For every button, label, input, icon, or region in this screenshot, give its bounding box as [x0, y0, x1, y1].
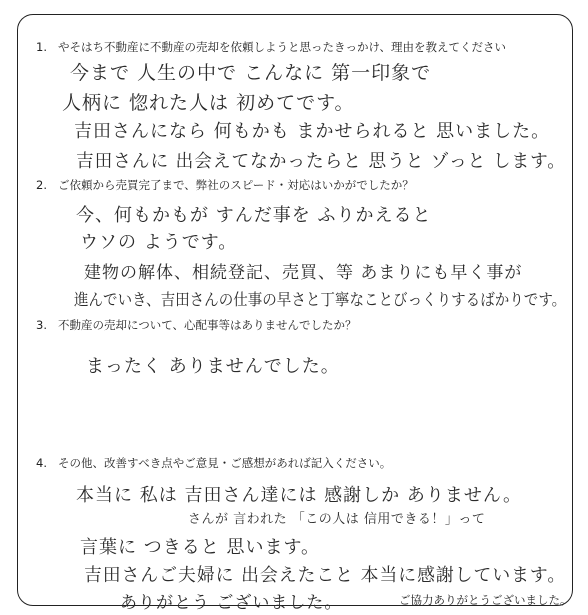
question-4-text: その他、改善すべき点やご意見・ご感想があれば記入ください。 — [58, 456, 392, 470]
question-1-number: 1. — [36, 40, 47, 54]
answer-4-line-4: 吉田さんご夫婦に 出会えたこと 本当に感謝しています。 — [84, 565, 567, 586]
question-2-text: ご依頼から売買完了まで、弊社のスピード・対応はいかがでしたか？ — [58, 178, 414, 192]
answer-1-line-2: 人柄に 惚れた人は 初めてです。 — [62, 92, 355, 114]
question-3 — [36, 318, 357, 332]
footer-thanks: ご協力ありがとうございました。 — [399, 593, 572, 607]
answer-2-line-2: ウソの ようです。 — [80, 232, 238, 253]
answer-4-line-3: 言葉に つきると 思います。 — [80, 537, 321, 558]
answer-1-line-3: 吉田さんになら 何もかも まかせられると 思いました。 — [74, 121, 551, 142]
answer-2-line-3: 建物の解体、相続登記、売買、等 あまりにも早く事が — [84, 263, 523, 283]
question-1 — [36, 40, 506, 54]
question-2-number: 2. — [36, 178, 47, 192]
answer-1-line-4: 吉田さんに 出会えてなかったらと 思うと ゾっと します。 — [76, 151, 566, 172]
question-3-number: 3. — [36, 318, 47, 332]
answer-4-line-2: さんが 言われた 「この人は 信用できる！」って — [188, 512, 486, 527]
answer-2-line-4: 進んでいき、吉田さんの仕事の早さと丁寧なことびっくりするばかりです。 — [74, 290, 567, 309]
question-1-text: やそはち不動産に不動産の売却を依頼しようと思ったきっかけ、理由を教えてください — [58, 40, 507, 54]
answer-4-line-1: 本当に 私は 吉田さん達には 感謝しか ありません。 — [76, 485, 522, 506]
answer-4-line-5: ありがとう ございました。 — [120, 593, 343, 613]
answer-2-line-1: 今、何もかもが すんだ事を ふりかえると — [76, 205, 432, 226]
question-4-number: 4. — [36, 456, 47, 470]
question-4 — [36, 456, 391, 470]
question-3-text: 不動産の売却について、心配事等はありませんでしたか？ — [58, 318, 357, 332]
answer-3-line-1: まったく ありませんでした。 — [86, 356, 340, 377]
question-2 — [36, 178, 414, 192]
answer-1-line-1: 今まで 人生の中で こんなに 第一印象で — [70, 62, 432, 84]
